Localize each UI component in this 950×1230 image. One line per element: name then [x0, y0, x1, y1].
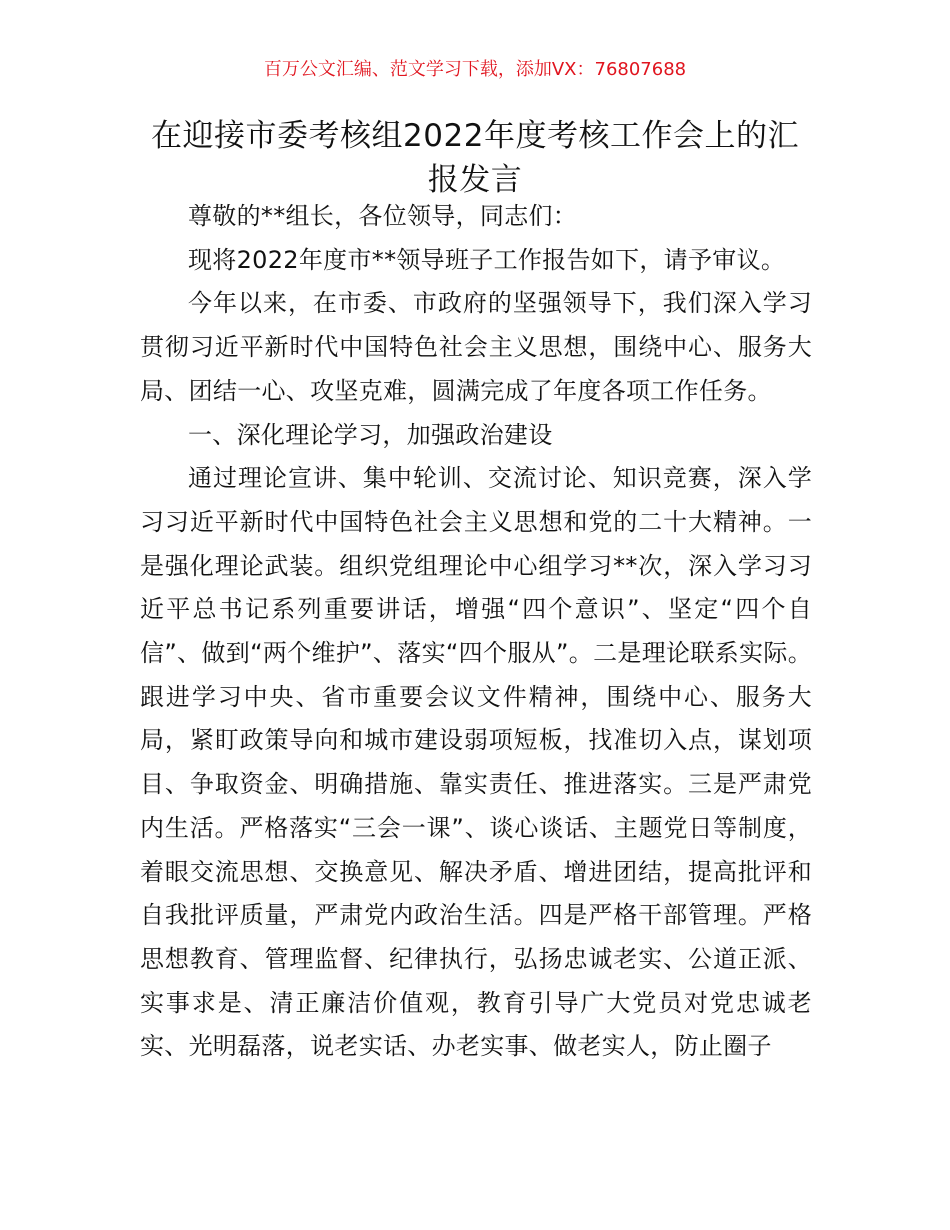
summary-paragraph: 今年以来，在市委、市政府的坚强领导下，我们深入学习贯彻习近平新时代中国特色社会主义思想，围绕中心、服务大局、团结一心、攻坚克难，圆满完成了年度各项工作任务。 [140, 289, 812, 405]
intro-paragraph: 现将2022年度市**领导班子工作报告如下，请予审议。 [188, 245, 786, 274]
section-heading: 一、深化理论学习，加强政治建设 [188, 420, 553, 449]
section-body-paragraph: 通过理论宣讲、集中轮训、交流讨论、知识竞赛，深入学习习近平新时代中国特色社会主义思想和党的二十大精神。一是强化理论武装。组织党组理论中心组学习**次，深入学习习近平总书记系列重要讲话，增强“四个意识”、坚定“四个自信”、做到“两个维护”、落实“四个服从”。二是理论联系实际。跟进学习中央、省市重要会议文件精神，围绕中心、服务大局，紧盯政策导向和城市建设弱项短板，找准切入点，谋划项目、争取资金、明确措施、靠实责任、推进落实。三是严肃党内生活。严格落实“三会一课”、谈心谈话、主题党日等制度，着眼交流思想、交换意见、解决矛盾、增进团结，提高批评和自我批评质量，严肃党内政治生活。四是严格干部管理。严格思想教育、管理监督、纪律执行，弘扬忠诚老实、公道正派、实事求是、清正廉洁价值观，教育引导广大党员对党忠诚老实、光明磊落，说老实话、办老实事、做老实人，防止圈子 [140, 464, 812, 1061]
salutation-paragraph: 尊敬的**组长，各位领导，同志们： [188, 202, 578, 230]
document-body [140, 195, 812, 1069]
document-title: 在迎接市委考核组2022年度考核工作会上的汇报发言 [151, 118, 799, 198]
watermark-banner: 百万公文汇编、范文学习下载，添加VX：76807688 [263, 59, 687, 80]
